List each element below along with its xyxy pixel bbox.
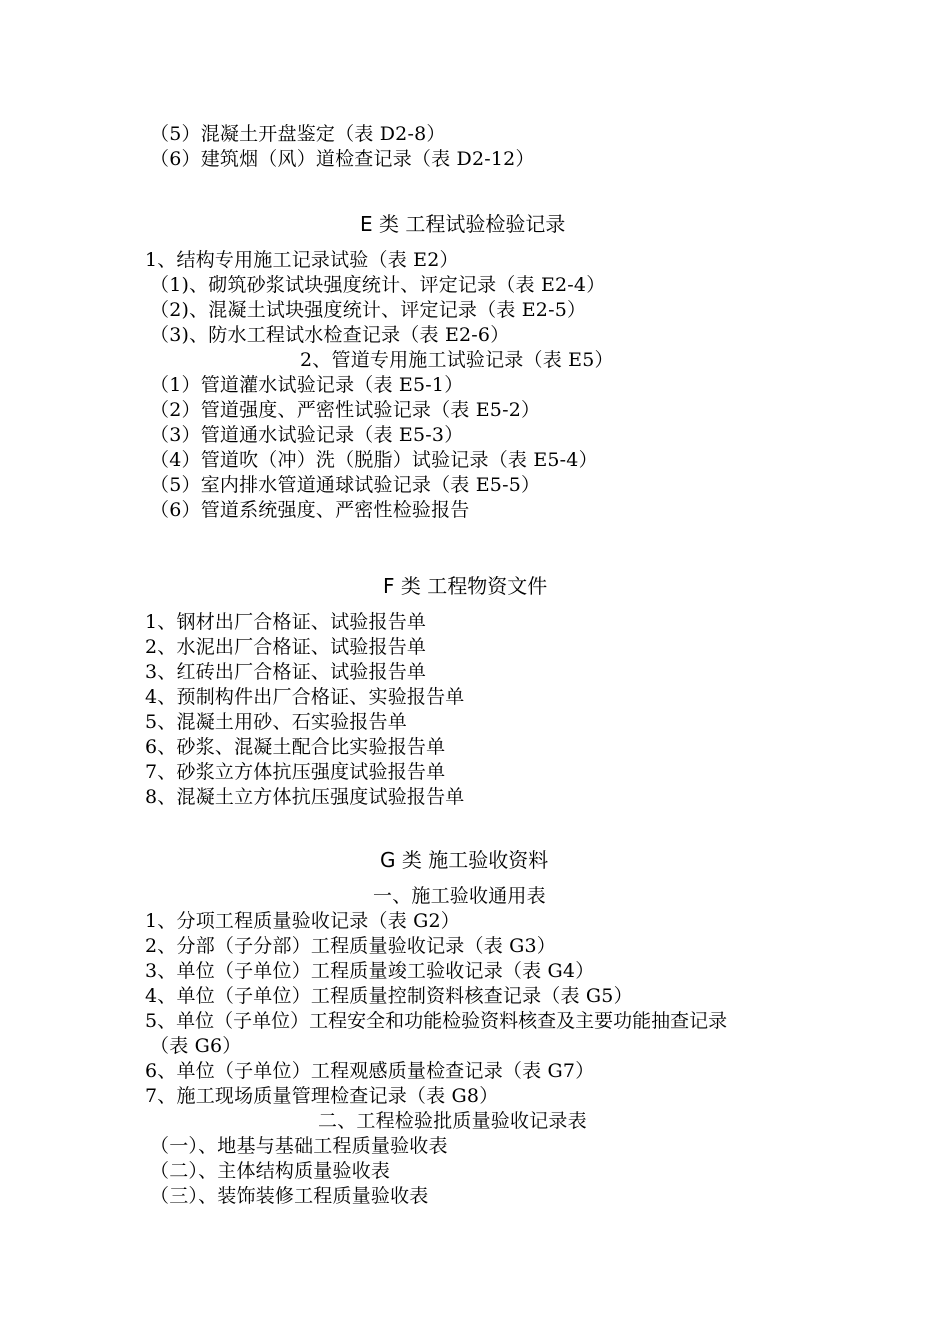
e-item: （6）管道系统强度、严密性检验报告 (150, 499, 470, 521)
e-item: （2)、混凝土试块强度统计、评定记录（表 E2-5） (150, 299, 587, 321)
d-item-6: （6）建筑烟（风）道检查记录（表 D2-12） (150, 148, 535, 170)
f-item: 7、砂浆立方体抗压强度试验报告单 (145, 761, 446, 783)
f-item: 4、预制构件出厂合格证、实验报告单 (145, 686, 465, 708)
f-item: 8、混凝土立方体抗压强度试验报告单 (145, 786, 465, 808)
section-e-title: E 类 工程试验检验记录 (360, 212, 566, 236)
e-item: 2、管道专用施工试验记录（表 E5） (300, 349, 614, 371)
g-item-2: （一）、地基与基础工程质量验收表 (150, 1135, 448, 1157)
f-item: 5、混凝土用砂、石实验报告单 (145, 711, 407, 733)
g-subtitle-2: 二、工程检验批质量验收记录表 (318, 1110, 587, 1132)
g-item: 2、分部（子分部）工程质量验收记录（表 G3） (145, 935, 556, 957)
f-item: 2、水泥出厂合格证、试验报告单 (145, 636, 427, 658)
f-item: 3、红砖出厂合格证、试验报告单 (145, 661, 427, 683)
d-item-5: （5）混凝土开盘鉴定（表 D2-8） (150, 123, 446, 145)
g-subtitle-1: 一、施工验收通用表 (373, 885, 546, 907)
section-g-title: G 类 施工验收资料 (380, 848, 549, 872)
e-item: （3）管道通水试验记录（表 E5-3） (150, 424, 464, 446)
e-item: （5）室内排水管道通球试验记录（表 E5-5） (150, 474, 541, 496)
g-item-continued: （表 G6） (150, 1035, 242, 1057)
e-item: （4）管道吹（冲）洗（脱脂）试验记录（表 E5-4） (150, 449, 598, 471)
e-item: （1）管道灌水试验记录（表 E5-1） (150, 374, 464, 396)
g-item-2: （三）、装饰装修工程质量验收表 (150, 1185, 429, 1207)
g-item: 4、单位（子单位）工程质量控制资料核查记录（表 G5） (145, 985, 633, 1007)
f-item: 6、砂浆、混凝土配合比实验报告单 (145, 736, 446, 758)
g-item: 5、单位（子单位）工程安全和功能检验资料核查及主要功能抽查记录 (145, 1010, 728, 1032)
g-item: 7、施工现场质量管理检查记录（表 G8） (145, 1085, 499, 1107)
g-item: 3、单位（子单位）工程质量竣工验收记录（表 G4） (145, 960, 595, 982)
g-item: 6、单位（子单位）工程观感质量检查记录（表 G7） (145, 1060, 595, 1082)
f-item: 1、钢材出厂合格证、试验报告单 (145, 611, 427, 633)
e-item: （2）管道强度、严密性试验记录（表 E5-2） (150, 399, 541, 421)
e-item: （3)、防水工程试水检查记录（表 E2-6） (150, 324, 510, 346)
e-item: （1)、砌筑砂浆试块强度统计、评定记录（表 E2-4） (150, 274, 606, 296)
g-item: 1、分项工程质量验收记录（表 G2） (145, 910, 460, 932)
e-item: 1、结构专用施工记录试验（表 E2） (145, 249, 459, 271)
g-item-2: （二）、主体结构质量验收表 (150, 1160, 391, 1182)
section-f-title: F 类 工程物资文件 (383, 574, 548, 598)
